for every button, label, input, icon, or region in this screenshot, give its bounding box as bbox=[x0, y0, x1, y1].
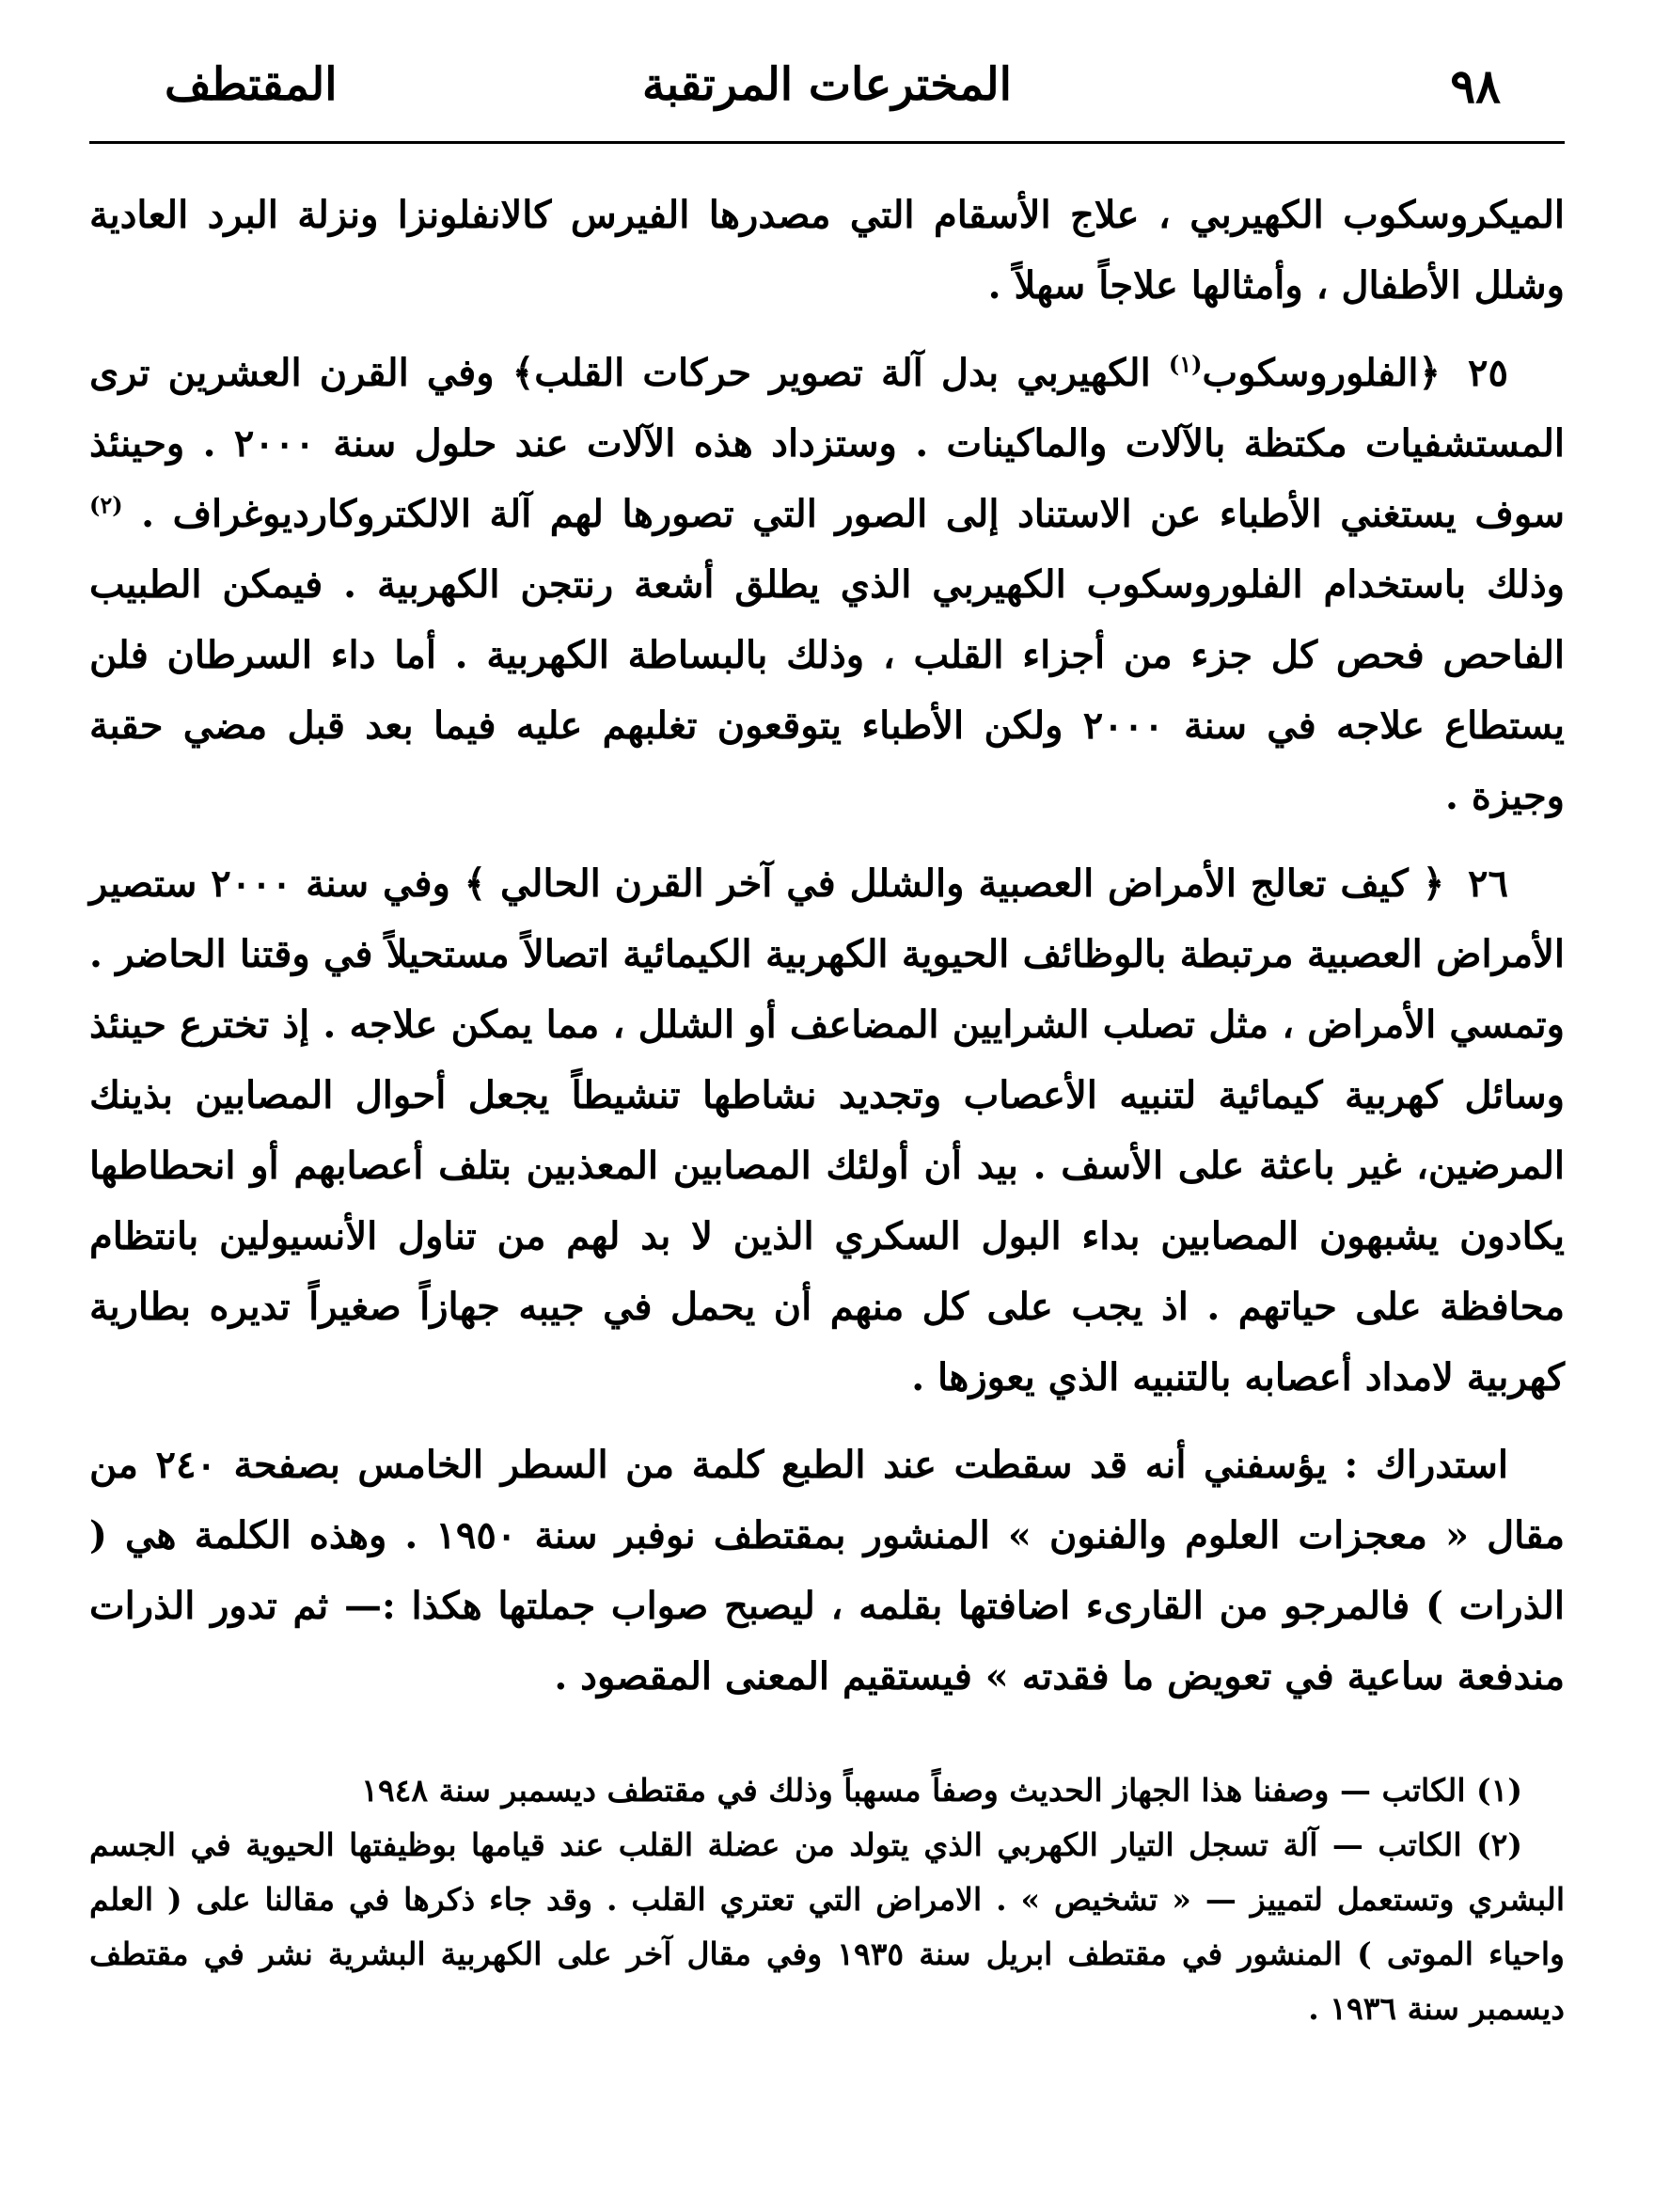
running-header bbox=[89, 38, 1565, 141]
section-26 bbox=[89, 848, 1565, 1413]
footnote-ref: (١) bbox=[1168, 350, 1203, 378]
section-number: ٢٥ bbox=[1468, 351, 1508, 395]
section-number: ٢٦ bbox=[1468, 861, 1508, 906]
footnote-ref: (٢) bbox=[89, 491, 123, 519]
erratum-note: استدراك : يؤسفني أنه قد سقطت عند الطبع كلمة من السطر الخامس بصفحة ٢٤٠ من مقال « معجزات العلوم والفنون » المنشور بمقتطف نوفبر سنة ١٩٥٠ . وهذه الكلمة هي ( الذرات ) فالمرجو من القارىء اضافتها بقلمه ، ليصبح صواب جملتها هكذا :— ثم تدور الذرات مندفعة ساعية في تعويض ما فقدته » فيستقيم المعنى المقصود . bbox=[89, 1443, 1565, 1698]
section-25 bbox=[89, 338, 1565, 831]
header-rule bbox=[89, 141, 1565, 144]
paragraph-continuation: الميكروسكوب الكهيربي ، علاج الأسقام التي مصدرها الفيرس كالانفلونزا ونزلة البرد العادية وشلل الأطفال ، وأمثالها علاجاً سهلاً . bbox=[89, 193, 1565, 308]
section-title-rest: الكهيربي بدل آلة تصوير حركات القلب﴾ bbox=[512, 351, 1151, 395]
page-number: ٩٨ bbox=[1450, 58, 1501, 114]
section-title: ﴿الفلوروسكوب bbox=[1202, 351, 1441, 395]
section-body: وفي القرن العشرين ترى المستشفيات مكتظة بالآلات والماكينات . وستزداد هذه الآلات عند حلول سنة ٢٠٠٠ . وحينئذ سوف يستغني الأطباء عن الاستناد إلى الصور التي تصورها لهم آلة الالكتروكارديوغراف . bbox=[89, 351, 1565, 536]
article-title: المخترعات المرتقبة bbox=[642, 58, 1012, 111]
footnote-2: (٢) الكاتب — آلة تسجل التيار الكهربي الذي يتولد من عضلة القلب عند قيامها بوظيفتها الحيوية في الجسم البشري وتستعمل لتمييز — « تشخيص » . الامراض التي تعتري القلب . وقد جاء ذكرها في مقالنا على ( العلم واحياء الموتى ) المنشور في مقتطف ابريل سنة ١٩٣٥ وفي مقال آخر على الكهربية البشرية نشر في مقتطف ديسمبر سنة ١٩٣٦ . bbox=[89, 1826, 1565, 2027]
section-title: ﴿ كيف تعالج الأمراض العصبية والشلل في آخر القرن الحالي ﴾ bbox=[464, 861, 1445, 906]
footnote-1: (١) الكاتب — وصفنا هذا الجهاز الحديث وصفاً مسهباً وذلك في مقتطف ديسمبر سنة ١٩٤٨ bbox=[361, 1772, 1522, 1809]
footnotes bbox=[89, 1763, 1565, 2036]
journal-name: المقتطف bbox=[165, 58, 338, 111]
section-body: وفي سنة ٢٠٠٠ ستصير الأمراض العصبية مرتبطة بالوظائف الحيوية الكهربية الكيمائية اتصالاً مستحيلاً في وقتنا الحاضر . وتمسي الأمراض ، مثل تصلب الشرايين المضاعف أو الشلل ، مما يمكن علاجه . إذ تخترع حينئذ وسائل كهربية كيمائية لتنبيه الأعصاب وتجديد نشاطها تنشيطاً يجعل أحوال المصابين بذينك المرضين، غير باعثة على الأسف . بيد أن أولئك المصابين المعذبين بتلف أعصابهم أو انحطاطها يكادون يشبهون المصابين بداء البول السكري الذين لا بد لهم من تناول الأنسيولين بانتظام محافظة على حياتهم . اذ يجب على كل منهم أن يحمل في جيبه جهازاً صغيراً تديره بطارية كهربية لامداد أعصابه بالتنبيه الذي يعوزها . bbox=[89, 861, 1565, 1399]
section-body: وذلك باستخدام الفلوروسكوب الكهيربي الذي يطلق أشعة رنتجن الكهربية . فيمكن الطبيب الفاحص فحص كل جزء من أجزاء القلب ، وذلك بالبساطة الكهربية . أما داء السرطان فلن يستطاع علاجه في سنة ٢٠٠٠ ولكن الأطباء يتوقعون تغلبهم عليه فيما بعد قبل مضي حقبة وجيزة . bbox=[89, 562, 1565, 818]
